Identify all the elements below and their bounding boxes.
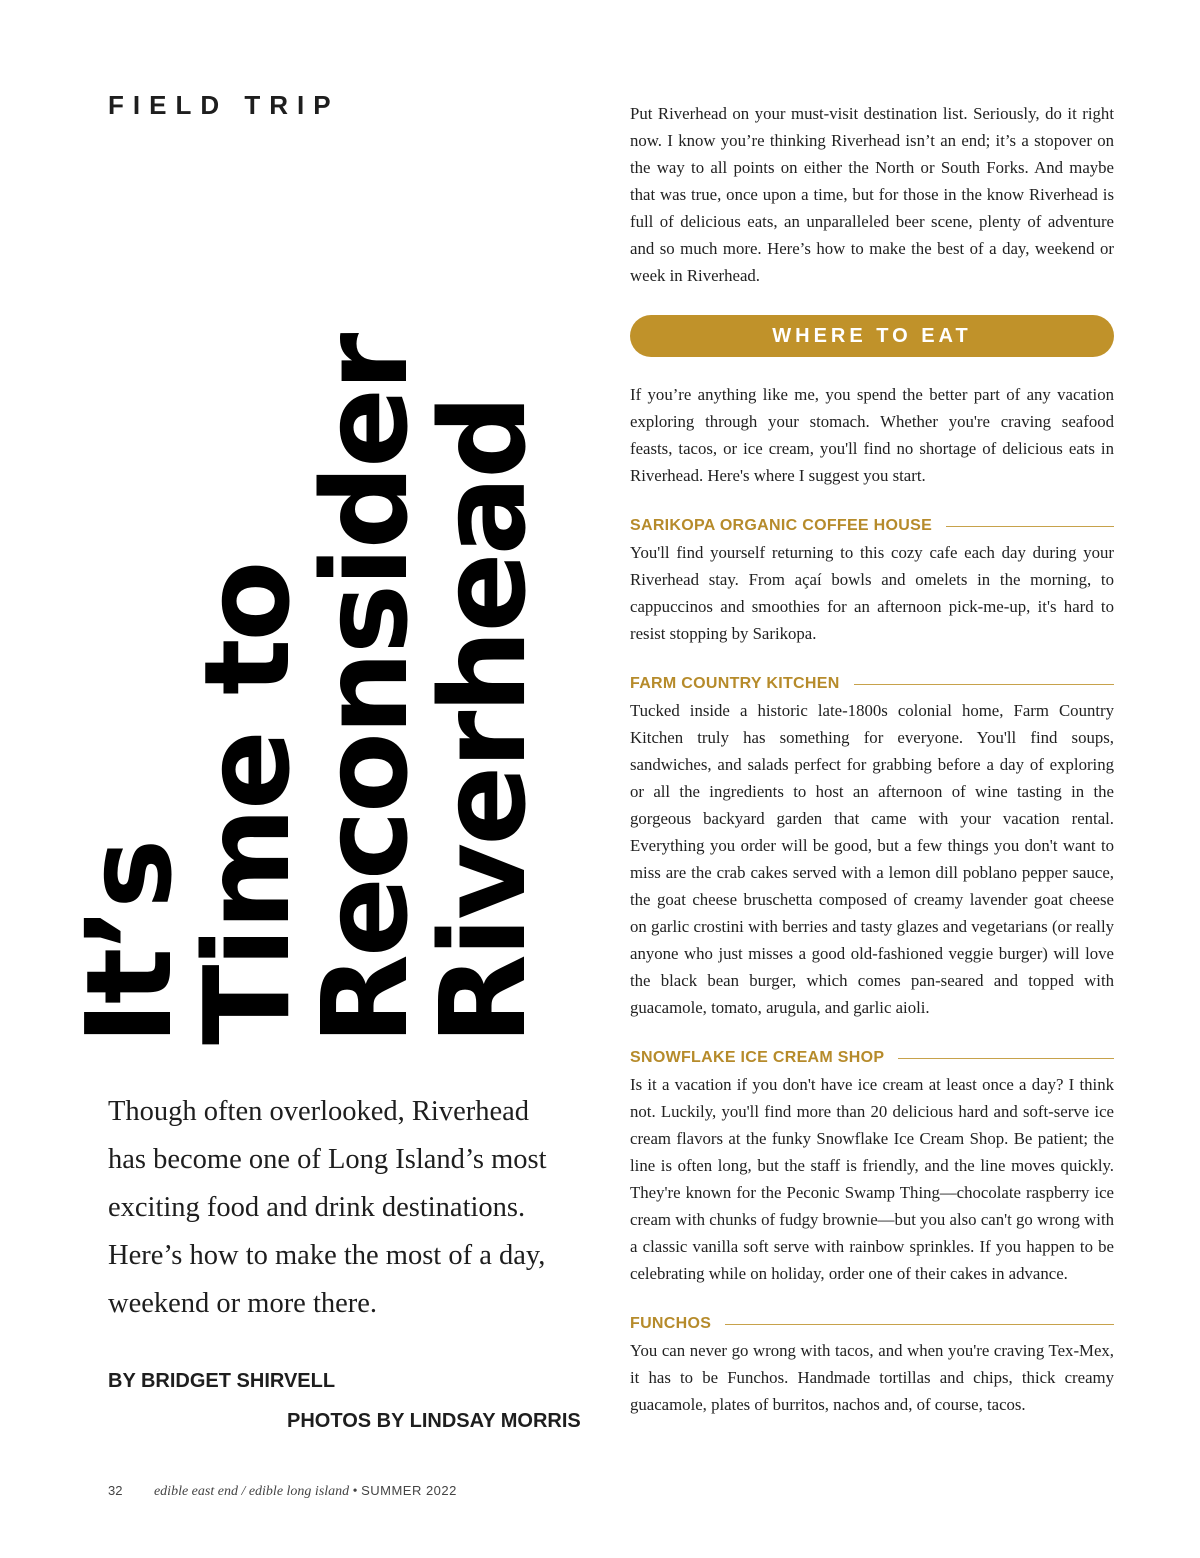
- headline-line-2: Time to: [178, 563, 316, 1045]
- author-byline: BY BRIDGET SHIRVELL: [108, 1370, 336, 1392]
- footer-separator: •: [352, 1484, 358, 1499]
- entry-title: FARM COUNTRY KITCHEN: [630, 675, 840, 692]
- intro-paragraph: Put Riverhead on your must-visit destination list. Seriously, do it right now. I know you’re thinking Riverhead isn’t an end; it’s a stopover on the way to all points on either the North or South Forks. And maybe that was true, once upon a time, but for those in the know Riverhead is full of delicious eats, an unparalleled beer scene, plenty of adventure and so much more. Here’s how to make the best of a day, weekend or week in Riverhead.: [630, 104, 1114, 285]
- entry-text: You'll find yourself returning to this cozy cafe each day during your Riverhead stay. From açaí bowls and omelets in the morning, to cappuccinos and smoothies for an afternoon pick-me-up, it's hard to resist stopping by Sarikopa.: [630, 543, 1114, 643]
- heading-rule: [854, 684, 1114, 685]
- article-body: [630, 100, 1114, 1418]
- section-intro: If you’re anything like me, you spend the better part of any vacation exploring through your stomach. Whether you're craving seafood feasts, tacos, or ice cream, you'll find no shortage of delicious eats in Riverhead. Here's where I suggest you start.: [630, 385, 1114, 485]
- heading-rule: [725, 1324, 1114, 1325]
- section-kicker: FIELD TRIP: [108, 90, 340, 120]
- entry-heading: [630, 1315, 1114, 1333]
- page-footer: [108, 1483, 457, 1500]
- heading-rule: [946, 526, 1114, 527]
- page-number: 32: [108, 1483, 123, 1498]
- headline-line-1: It’s: [60, 841, 198, 1045]
- photo-credit: PHOTOS BY LINDSAY MORRIS: [287, 1410, 581, 1432]
- entry-heading: [630, 517, 1114, 535]
- entry-title: FUNCHOS: [630, 1315, 712, 1332]
- entry-text: Is it a vacation if you don't have ice cream at least once a day? I think not. Luckily, you'll find more than 20 delicious hard and soft-serve ice cream flavors at the funky Snowflake Ice Cream Shop. Be patient; the line is often long, but the staff is friendly, and the line moves quickly. They're known for the Peconic Swamp Thing—chocolate raspberry ice cream with chunks of fudgy brownie—but you also can't go wrong with a classic vanilla soft serve with rainbow sprinkles. If you happen to be celebrating while on holiday, order one of their cakes in advance.: [630, 1075, 1114, 1283]
- entry-heading: [630, 1049, 1114, 1067]
- article-dek: Though often overlooked, Riverhead has become one of Long Island’s most exciting food and drink destinations. Here’s how to make the most of a day, weekend or more there.: [108, 1096, 547, 1319]
- headline-line-3: Reconsider: [296, 335, 434, 1045]
- article-headline: [60, 125, 570, 1045]
- entry-title: SNOWFLAKE ICE CREAM SHOP: [630, 1049, 885, 1066]
- entry-text: You can never go wrong with tacos, and when you're craving Tex-Mex, it has to be Funchos. Handmade tortillas and chips, thick creamy guacamole, plates of burritos, nachos and, of course, tacos.: [630, 1341, 1114, 1414]
- section-header-where-to-eat: WHERE TO EAT: [630, 315, 1114, 357]
- entry-title: SARIKOPA ORGANIC COFFEE HOUSE: [630, 517, 933, 534]
- issue-date: SUMMER 2022: [361, 1483, 457, 1498]
- publication-name: edible east end / edible long island: [153, 1484, 350, 1499]
- headline-line-4: Riverhead: [414, 397, 552, 1045]
- entry-text: Tucked inside a historic late-1800s colonial home, Farm Country Kitchen truly has something for everyone. You'll find soups, sandwiches, and salads perfect for grabbing before a day of exploring or all the ingredients to host an afternoon of wine tasting in the gorgeous backyard garden that came with your vacation rental. Everything you order will be good, but a few things you don't want to miss are the crab cakes served with a lemon dill poblano pepper sauce, the goat cheese bruschetta composed of creamy lavender goat cheese on garlic crostini with berries and tasty glazes and vegetarians (or really anyone who just misses a good old-fashioned veggie burger) will love the black bean burger, which comes pan-seared and topped with guacamole, tomato, arugula, and garlic aioli.: [630, 701, 1114, 1017]
- heading-rule: [898, 1058, 1114, 1059]
- entry-heading: [630, 675, 1114, 693]
